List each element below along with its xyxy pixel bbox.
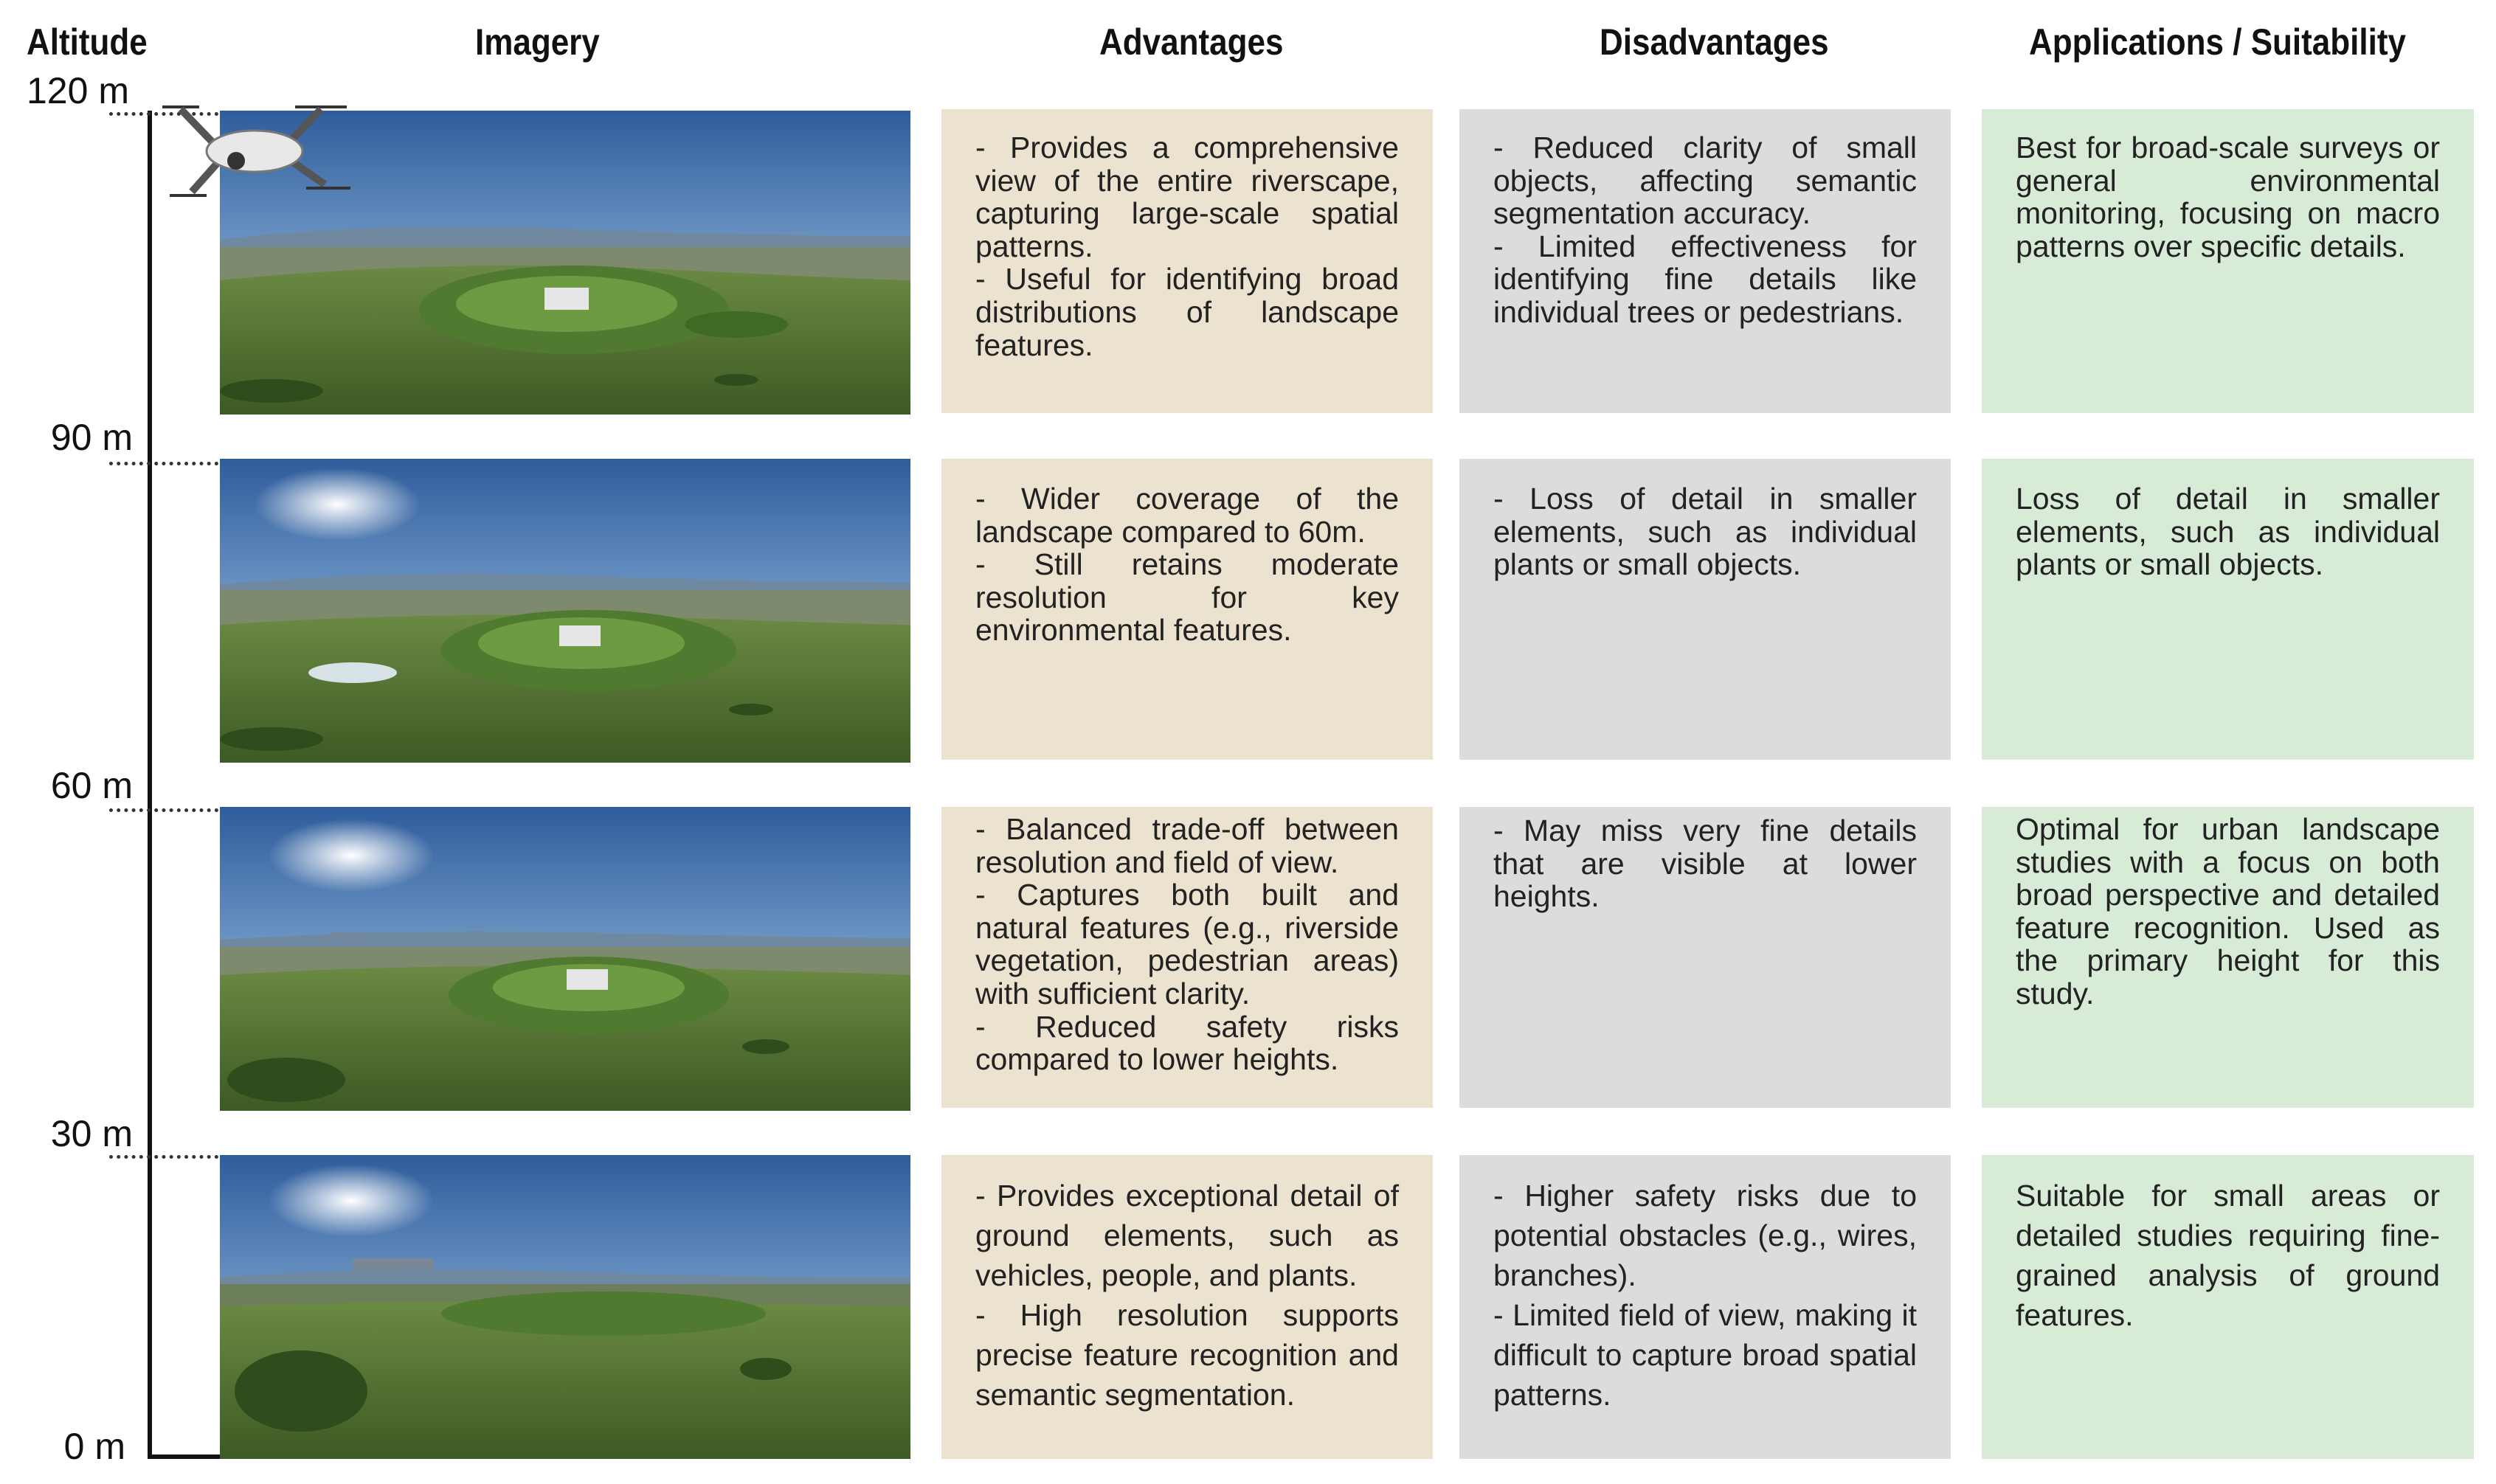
header-imagery: Imagery xyxy=(475,21,600,63)
applications-text-60m: Optimal for urban landscape studies with a focus on both broad perspective and detailed feature recognition. Used as the primary height for this study. xyxy=(2016,812,2440,1010)
applications-cell-90m xyxy=(1982,459,2474,760)
applications-cell-60m xyxy=(1982,807,2474,1108)
disadvantages-text-120m: - Reduced clarity of small objects, affecting semantic segmentation accuracy. - Limited effectiveness for identifying fine details like individual trees or pedestrians. xyxy=(1493,131,1917,329)
altitude-tick-30 xyxy=(109,1155,218,1159)
drone-icon xyxy=(148,103,362,214)
altitude-tick-90 xyxy=(109,462,218,465)
applications-cell-30m xyxy=(1982,1155,2474,1459)
header-altitude: Altitude xyxy=(27,21,148,63)
advantages-cell-60m xyxy=(941,807,1433,1108)
advantages-cell-30m xyxy=(941,1155,1433,1459)
advantages-text-120m: - Provides a comprehensive view of the entire riverscape, capturing large-scale spatial patterns. - Useful for identifying broad distributions of landscape features. xyxy=(975,131,1399,362)
disadvantages-cell-30m xyxy=(1459,1155,1951,1459)
altitude-label-0: 0 m xyxy=(63,1426,125,1467)
altitude-tick-60 xyxy=(109,808,218,812)
altitude-label-120: 120 m xyxy=(27,70,129,111)
disadvantages-cell-90m xyxy=(1459,459,1951,760)
altitude-axis xyxy=(148,111,152,1459)
aerial-photo-90m xyxy=(220,459,910,763)
header-disadvantages: Disadvantages xyxy=(1600,21,1829,63)
disadvantages-cell-60m xyxy=(1459,807,1951,1108)
aerial-photo-60m xyxy=(220,807,910,1111)
disadvantages-text-90m: - Loss of detail in smaller elements, such as individual plants or small objects. xyxy=(1493,482,1917,582)
advantages-text-90m: - Wider coverage of the landscape compared to 60m. - Still retains moderate resolution for key environmental features. xyxy=(975,482,1399,648)
altitude-label-60: 60 m xyxy=(50,765,133,806)
applications-cell-120m xyxy=(1982,109,2474,413)
disadvantages-cell-120m xyxy=(1459,109,1951,413)
altitude-label-30: 30 m xyxy=(50,1113,133,1154)
disadvantages-text-30m: - Higher safety risks due to potential obstacles (e.g., wires, branches). - Limited field of view, making it difficult to capture broad spatial patterns. xyxy=(1493,1179,1917,1412)
applications-text-120m: Best for broad-scale surveys or general environmental monitoring, focusing on macro patterns over specific details. xyxy=(2016,131,2440,263)
advantages-text-60m: - Balanced trade-off between resolution and field of view. - Captures both built and natural features (e.g., riverside vegetation, pedestrian areas) with sufficient clarity. - Reduced safety risks compared to lower heights. xyxy=(975,812,1399,1077)
header-advantages: Advantages xyxy=(1099,21,1284,63)
applications-text-30m: Suitable for small areas or detailed studies requiring fine-grained analysis of ground features. xyxy=(2016,1179,2440,1332)
advantages-cell-120m xyxy=(941,109,1433,413)
altitude-label-90: 90 m xyxy=(50,417,133,458)
altitude-baseline xyxy=(148,1454,221,1459)
advantages-cell-90m xyxy=(941,459,1433,760)
header-applications: Applications / Suitability xyxy=(2029,21,2406,63)
advantages-text-30m: - Provides exceptional detail of ground elements, such as vehicles, people, and plants. - High resolution supports precise feature recognition and semantic segmentation. xyxy=(975,1179,1399,1412)
disadvantages-text-60m: - May miss very fine details that are visible at lower heights. xyxy=(1493,814,1917,914)
aerial-photo-30m xyxy=(220,1155,910,1459)
applications-text-90m: Loss of detail in smaller elements, such as individual plants or small objects. xyxy=(2016,482,2440,582)
